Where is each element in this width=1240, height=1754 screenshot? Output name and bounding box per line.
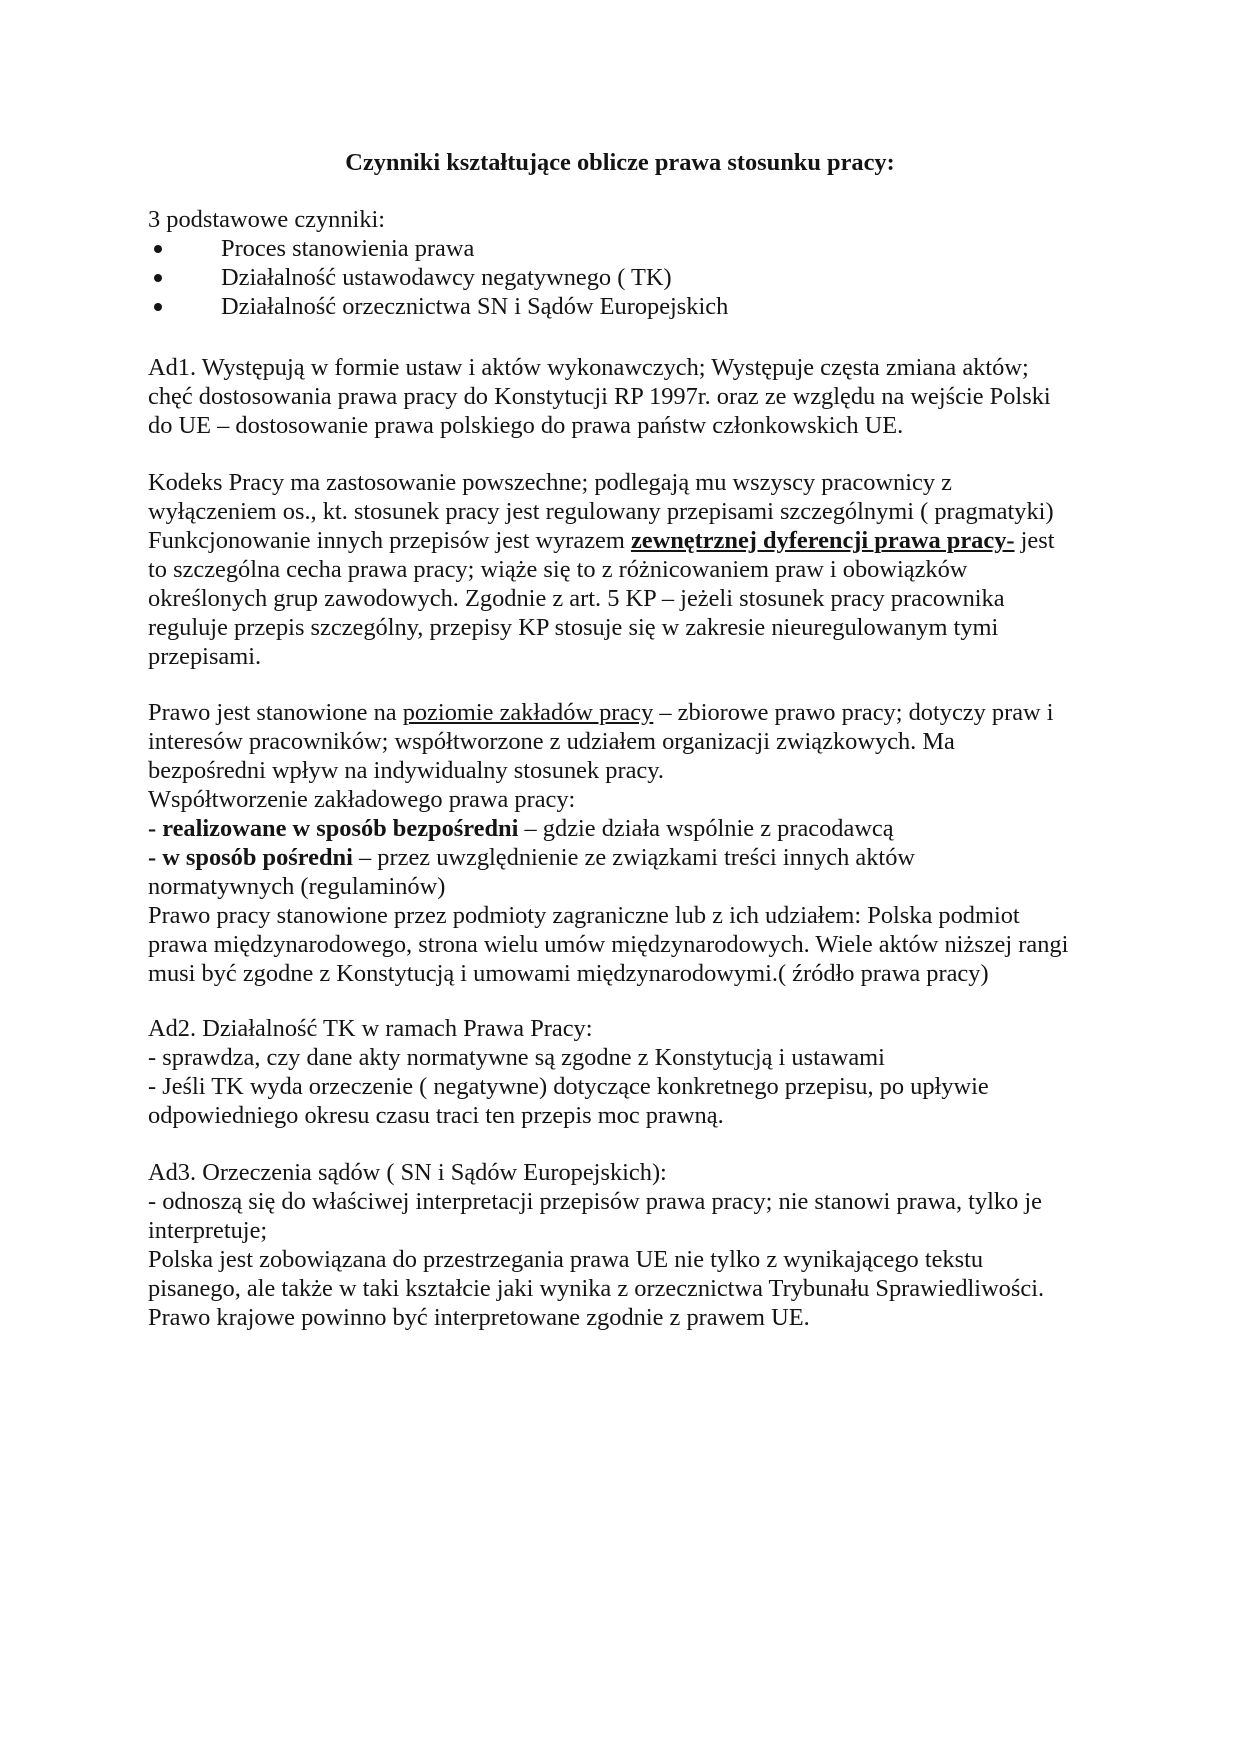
text-line: interpretuje; [148, 1217, 268, 1244]
text-line: Współtworzenie zakładowego prawa pracy: [148, 786, 576, 813]
text-line: pisanego, ale także w taki kształcie jaki wynika z orzecznictwa Trybunału Sprawiedliwości. [148, 1275, 1045, 1302]
list-item [148, 234, 1108, 263]
text-segment: – przez uwzględnienie ze związkami treści innych aktów [352, 844, 915, 871]
factor-text: Działalność ustawodawcy negatywnego ( TK) [221, 264, 672, 291]
factors-section [148, 205, 1108, 321]
text-line: Kodeks Pracy ma zastosowanie powszechne; podlegają mu wszyscy pracownicy z [148, 469, 952, 496]
underlined-term: poziomie zakładów pracy [402, 699, 654, 726]
intro-text: 3 podstawowe czynniki: [148, 206, 386, 233]
text-line: to szczególna cecha prawa pracy; wiąże się to z różnicowaniem praw i obowiązków [148, 556, 968, 583]
emphasis-term: zewnętrznej dyferencji prawa pracy- [630, 527, 1015, 554]
document-title: Czynniki kształtujące oblicze prawa stosunku pracy: [345, 149, 895, 176]
text-line: chęć dostosowania prawa pracy do Konstytucji RP 1997r. oraz ze względu na wejście Polski [148, 383, 1051, 410]
ad2-paragraph [148, 1014, 1108, 1130]
factor-text: Działalność orzecznictwa SN i Sądów Europejskich [221, 293, 729, 320]
text-line: interesów pracowników; współtworzone z udziałem organizacji związkowych. Ma [148, 728, 955, 755]
text-line: - sprawdza, czy dane akty normatywne są zgodne z Konstytucją i ustawami [148, 1044, 885, 1071]
ad3-paragraph [148, 1158, 1108, 1332]
text-line [148, 814, 1108, 843]
text-segment: Funkcjonowanie innych przepisów jest wyrazem [148, 527, 631, 554]
ad1-paragraph [148, 353, 1108, 440]
text-segment: jest [1014, 527, 1055, 554]
text-line [148, 843, 1108, 872]
text-segment: – zbiorowe prawo pracy; dotyczy praw i [653, 699, 1054, 726]
text-line: bezpośredni wpływ na indywidualny stosunek pracy. [148, 757, 664, 784]
text-line: prawa międzynarodowego, strona wielu umów międzynarodowych. Wiele aktów niższej rangi [148, 931, 1069, 958]
text-line [148, 526, 1108, 555]
text-line: - odnoszą się do właściwej interpretacji przepisów prawa pracy; nie stanowi prawa, tylko je [148, 1188, 1043, 1215]
text-line: do UE – dostosowanie prawa polskiego do prawa państw członkowskich UE. [148, 412, 904, 439]
bullet-icon [154, 274, 162, 282]
text-line: wyłączeniem os., kt. stosunek pracy jest regulowany przepisami szczególnymi ( pragmatyki) [148, 498, 1054, 525]
text-line: normatywnych (regulaminów) [148, 873, 446, 900]
text-line: musi być zgodne z Konstytucją i umowami międzynarodowymi.( źródło prawa pracy) [148, 960, 989, 987]
kodeks-paragraph [148, 468, 1108, 671]
text-line: reguluje przepis szczególny, przepisy KP stosuje się w zakresie nieuregulowanym tymi [148, 614, 999, 641]
factor-text: Proces stanowienia prawa [221, 235, 475, 262]
text-segment: – gdzie działa wspólnie z pracodawcą [518, 815, 894, 842]
text-segment: Prawo jest stanowione na [148, 699, 403, 726]
text-line: Prawo krajowe powinno być interpretowane zgodnie z prawem UE. [148, 1304, 810, 1331]
bullet-icon [154, 303, 162, 311]
text-line [148, 698, 1108, 727]
text-line: Polska jest zobowiązana do przestrzegania prawa UE nie tylko z wynikającego tekstu [148, 1246, 984, 1273]
text-line: określonych grup zawodowych. Zgodnie z art. 5 KP – jeżeli stosunek pracy pracownika [148, 585, 1005, 612]
zaklady-paragraph [148, 698, 1108, 988]
bold-term: - realizowane w sposób bezpośredni [148, 815, 519, 842]
list-item [148, 263, 1108, 292]
text-line: Ad2. Działalność TK w ramach Prawa Pracy: [148, 1015, 593, 1042]
text-line: Ad3. Orzeczenia sądów ( SN i Sądów Europejskich): [148, 1159, 667, 1186]
text-line: przepisami. [148, 643, 262, 670]
text-line: Ad1. Występują w formie ustaw i aktów wykonawczych; Występuje częsta zmiana aktów; [148, 354, 1029, 381]
text-line: Prawo pracy stanowione przez podmioty zagraniczne lub z ich udziałem: Polska podmiot [148, 902, 1020, 929]
text-line: odpowiedniego okresu czasu traci ten przepis moc prawną. [148, 1102, 724, 1129]
bold-term: - w sposób pośredni [148, 844, 353, 871]
text-line: - Jeśli TK wyda orzeczenie ( negatywne) dotyczące konkretnego przepisu, po upływie [148, 1073, 989, 1100]
list-item [148, 292, 1108, 321]
bullet-icon [154, 245, 162, 253]
